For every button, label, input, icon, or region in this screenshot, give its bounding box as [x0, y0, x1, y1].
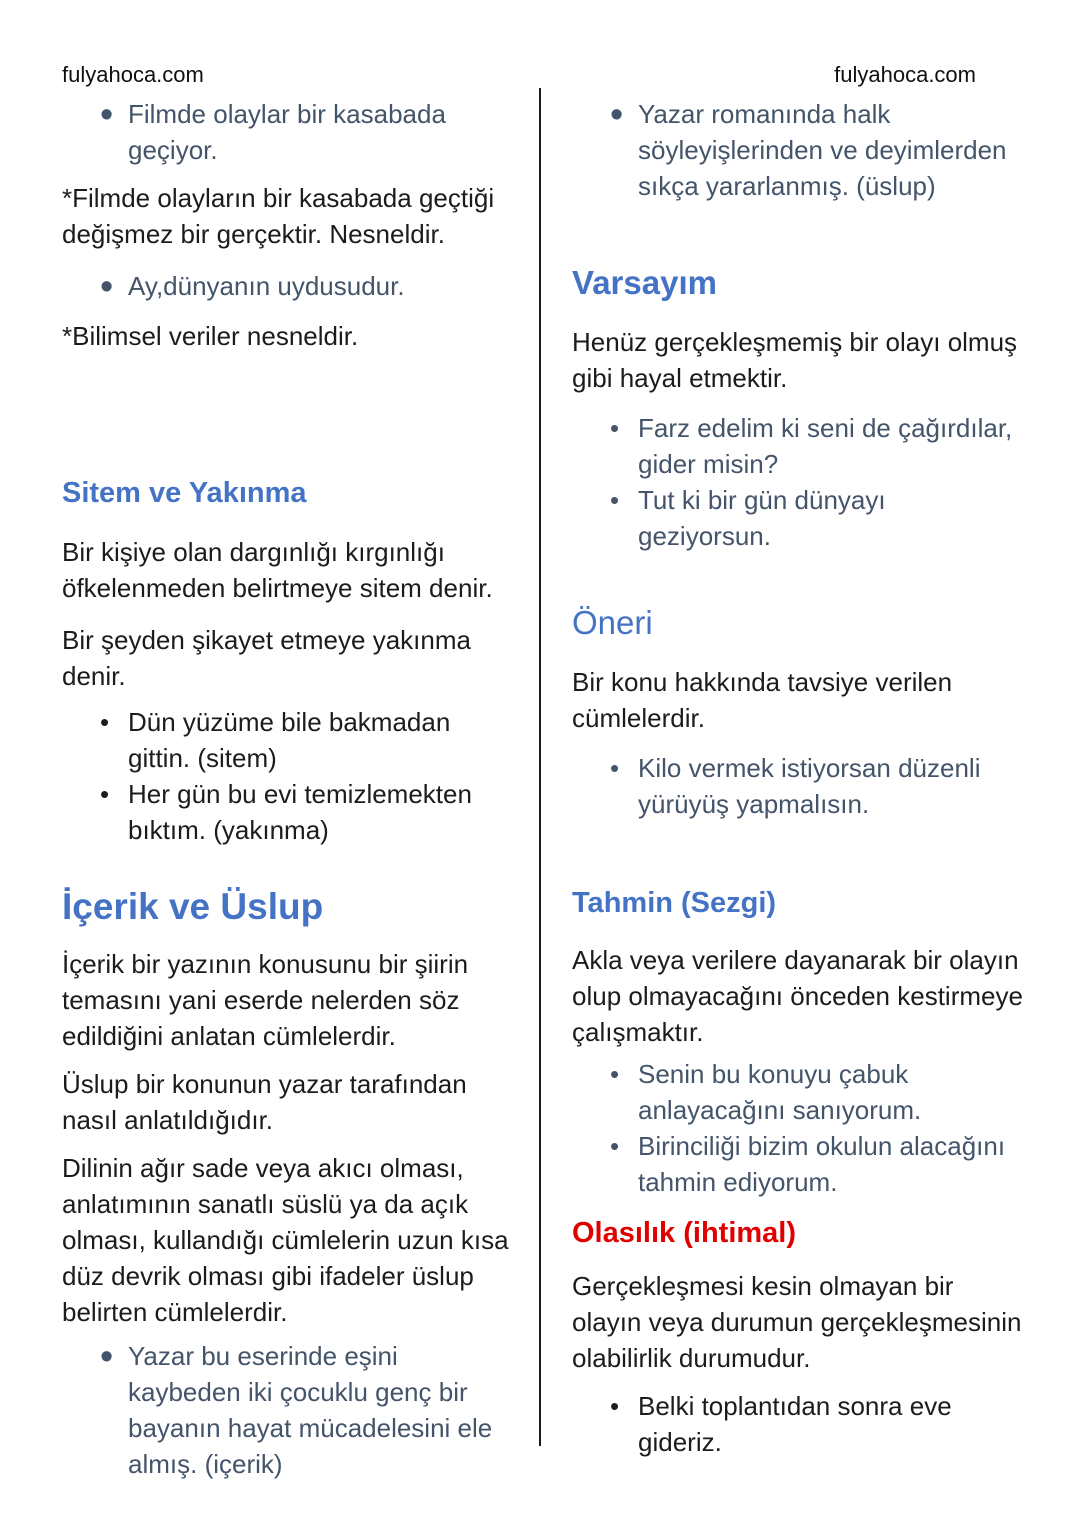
definition-paragraph: İçerik bir yazının konusunu bir şiirin temasını yani eserde nelerden söz edildiğini anlatan cümlelerdir. — [62, 949, 469, 1051]
example-item: • Dün yüzüme bile bakmadan gittin. (sitem) — [62, 704, 514, 776]
section-title-tahmin: Tahmin (Sezgi) — [572, 887, 777, 919]
example-item: • Filmde olaylar bir kasabada geçiyor. — [62, 96, 514, 168]
example-list — [572, 96, 1024, 204]
note-paragraph: *Filmde olayların bir kasabada geçtiği değişmez bir gerçektir. Nesneldir. — [62, 183, 495, 249]
example-list — [62, 1338, 514, 1482]
example-item: • Senin bu konuyu çabuk anlayacağını sanıyorum. — [572, 1056, 1024, 1128]
site-header-left: fulyahoca.com — [62, 62, 204, 87]
example-item: • Her gün bu evi temizlemekten bıktım. (yakınma) — [62, 776, 514, 848]
section-title-sitem: Sitem ve Yakınma — [62, 477, 307, 509]
example-item: • Farz edelim ki seni de çağırdılar, gider misin? — [572, 410, 1024, 482]
example-item: • Kilo vermek istiyorsan düzenli yürüyüş yapmalısın. — [572, 750, 1024, 822]
example-list — [62, 96, 514, 168]
example-list — [572, 750, 1024, 822]
definition-paragraph: Dilinin ağır sade veya akıcı olması, anlatımının sanatlı süslü ya da açık olması, kullandığı cümlelerin uzun kısa düz devrik olması gibi ifadeler üslup belirten cümlelerdir. — [62, 1153, 509, 1327]
section-title-olasilik: Olasılık (ihtimal) — [572, 1217, 796, 1249]
definition-paragraph: Bir kişiye olan dargınlığı kırgınlığı öfkelenmeden belirtmeye sitem denir. — [62, 537, 493, 603]
example-item: • Tut ki bir gün dünyayı geziyorsun. — [572, 482, 1024, 554]
definition-paragraph: Üslup bir konunun yazar tarafından nasıl anlatıldığıdır. — [62, 1069, 467, 1135]
example-item: • Ay,dünyanın uydusudur. — [62, 268, 514, 304]
example-item: • Yazar bu eserinde eşini kaybeden iki çocuklu genç bir bayanın hayat mücadelesini ele almış. (içerik) — [62, 1338, 514, 1482]
left-column — [62, 62, 514, 1482]
column-divider-line — [539, 88, 541, 1446]
example-item: • Birinciliği bizim okulun alacağını tahmin ediyorum. — [572, 1128, 1024, 1200]
example-list — [62, 268, 514, 304]
example-list — [572, 1056, 1024, 1200]
example-item: • Belki toplantıdan sonra eve gideriz. — [572, 1388, 1024, 1460]
example-list — [572, 410, 1024, 554]
definition-paragraph: Bir konu hakkında tavsiye verilen cümlelerdir. — [572, 667, 953, 733]
example-item: • Yazar romanında halk söyleyişlerinden ve deyimlerden sıkça yararlanmış. (üslup) — [572, 96, 1024, 204]
section-title-varsayim: Varsayım — [572, 264, 717, 301]
site-header-right: fulyahoca.com — [834, 62, 976, 87]
definition-paragraph: Akla veya verilere dayanarak bir olayın olup olmayacağını önceden kestirmeye çalışmaktır. — [572, 945, 1023, 1047]
example-list — [62, 704, 514, 848]
right-column — [572, 62, 1024, 1460]
definition-paragraph: Bir şeyden şikayet etmeye yakınma denir. — [62, 625, 471, 691]
section-title-icerik: İçerik ve Üslup — [62, 886, 324, 927]
section-title-oneri: Öneri — [572, 604, 653, 641]
note-paragraph: *Bilimsel veriler nesneldir. — [62, 321, 359, 351]
definition-paragraph: Henüz gerçekleşmemiş bir olayı olmuş gibi hayal etmektir. — [572, 327, 1018, 393]
example-list — [572, 1388, 1024, 1460]
definition-paragraph: Gerçekleşmesi kesin olmayan bir olayın veya durumun gerçekleşmesinin olabilirlik durumudur. — [572, 1271, 1022, 1373]
